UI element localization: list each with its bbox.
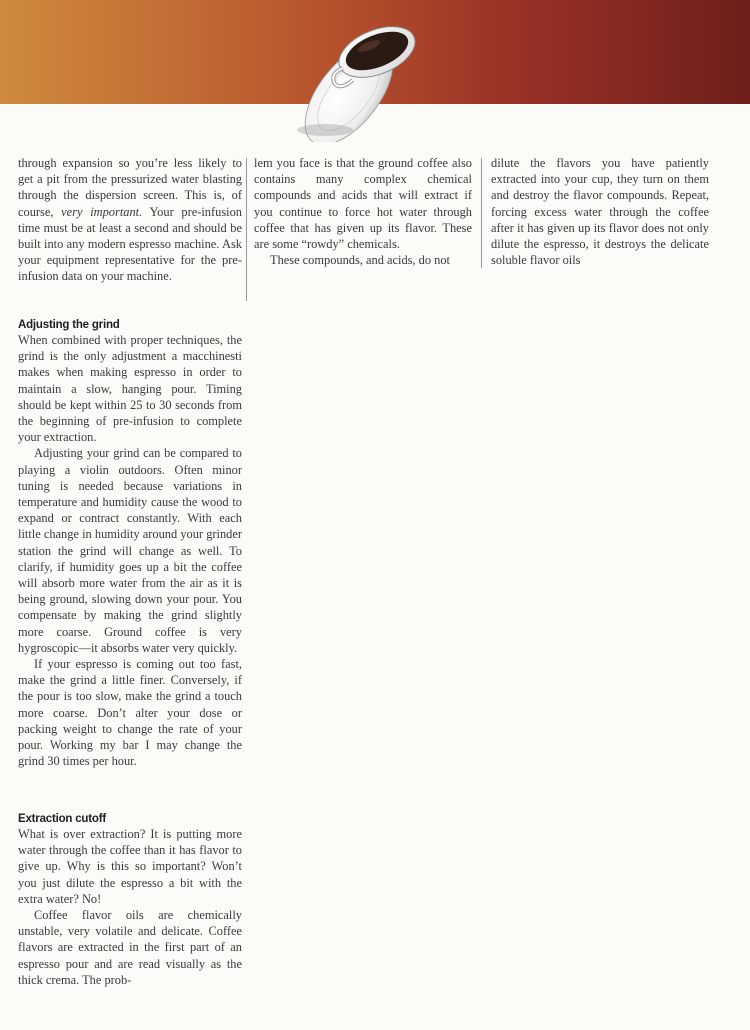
body-paragraph: dilute the flavors you have patiently extracted into your cup, they turn on them and destroy the flavor compounds. Repeat, forcing excess water through the coffee after it has given up its flavor does not only dilute the espresso, it destroys the delicate soluble flavor oils <box>491 156 709 268</box>
column-divider <box>246 158 247 301</box>
column-divider <box>481 158 482 268</box>
body-paragraph: Coffee flavor oils are chemically unstable, very volatile and delicate. Coffee flavors are extracted in the first part of an espresso pour and are read visually as the thick crema. The prob- <box>18 908 242 987</box>
column-1-intro <box>18 155 242 285</box>
body-paragraph: These compounds, and acids, do not <box>270 253 450 268</box>
body-paragraph: lem you face is that the ground coffee also contains many complex chemical compounds and acids that will extract if you continue to force hot water through coffee that has given up its flavor. These are some “rowdy” chemicals. <box>254 156 472 252</box>
body-paragraph: Adjusting your grind can be compared to playing a violin outdoors. Often minor tuning is needed because variations in temperature and humidity cause the wood to expand or contract constantly. With each little change in humidity around your grinder station the grind will change as well. To clarify, if humidity goes up a bit the coffee will absorb more water from the air as it is being ground, slowing down your pour. You compensate by making the grind slightly more coarse. Ground coffee is very hygroscopic—it absorbs water very quickly. <box>18 446 242 655</box>
body-paragraph: through expansion so you’re less likely to get a pit from the pressurized water blasting through the dispersion screen. This is, of course, very important. Your pre-infusion time must be at least a second and should be built into any modern espresso machine. Ask your equipment representative for the pre-infusion data on your machine. <box>18 156 242 284</box>
section-adjusting-grind <box>18 318 242 769</box>
section-extraction-cutoff <box>18 812 242 988</box>
section-heading: Adjusting the grind <box>18 319 120 331</box>
body-paragraph: If your espresso is coming out too fast, make the grind a little finer. Conversely, if the pour is too slow, make the grind a touch more coarse. Don’t alter your dose or packing weight to change the rate of your pour. Working my bar I may change the grind 30 times per hour. <box>18 657 242 769</box>
body-paragraph: When combined with proper techniques, the grind is the only adjustment a macchinesti makes when making espresso in order to maintain a slow, hanging pour. Timing should be kept within 25 to 30 seconds from the beginning of pre-infusion to complete your extraction. <box>18 333 242 445</box>
emphasis-text: very important. <box>61 204 143 219</box>
body-paragraph: What is over extraction? It is putting more water through the coffee than it has flavor to give up. Why is this so important? Won’t you just dilute the espresso a bit with the extra water? No! <box>18 827 242 906</box>
espresso-cup-icon <box>285 12 435 142</box>
column-2 <box>254 155 472 268</box>
section-heading: Extraction cutoff <box>18 813 106 825</box>
column-3 <box>491 155 709 268</box>
